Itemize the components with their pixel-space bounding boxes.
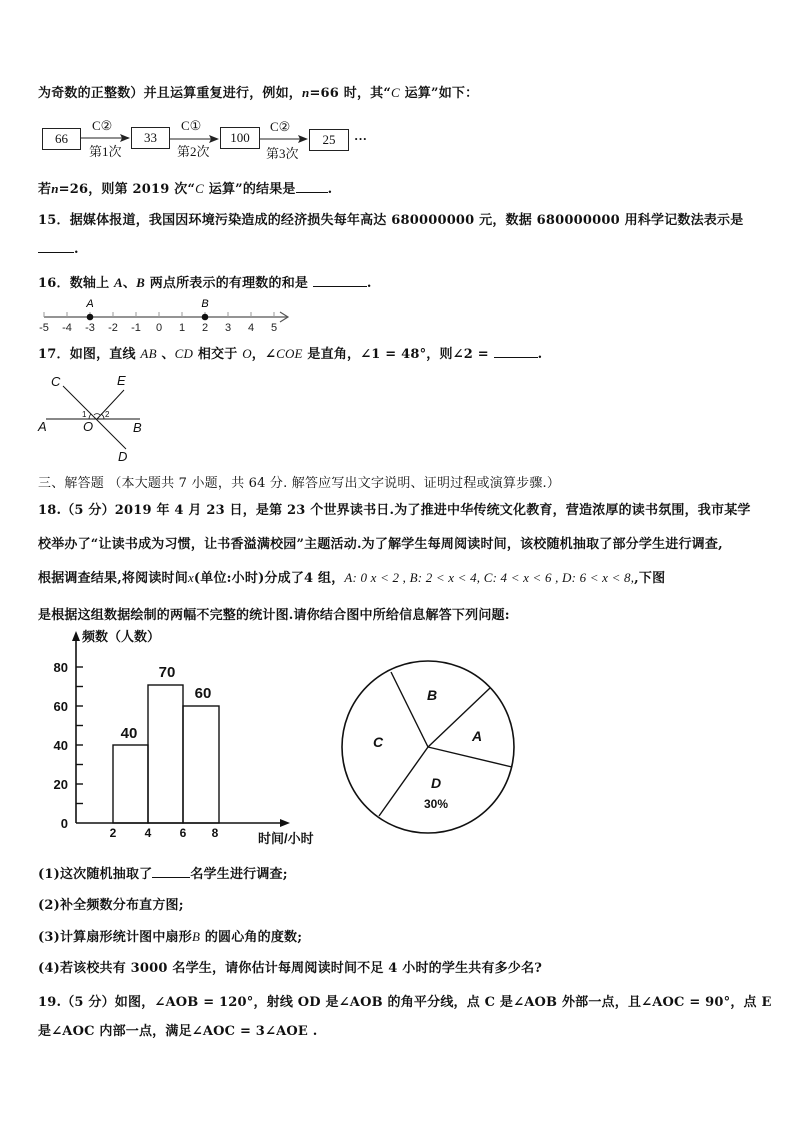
q16-tail: . bbox=[366, 276, 372, 291]
q18-sub3-pre: (3)计算扇形统计图中扇形 bbox=[38, 930, 192, 945]
y-tick-0: 0 bbox=[60, 816, 68, 831]
point-b-dot bbox=[202, 314, 209, 321]
q19-line1: 19.（5 分）如图，∠AOB = 120°，射线 OD 是∠AOB 的角平分线，点 C 是∠AOB 外部一点，且∠AOC = 90°，点 E bbox=[38, 995, 772, 1010]
var-n: n bbox=[51, 181, 59, 196]
var-n: n bbox=[302, 85, 310, 100]
point-b-text: B bbox=[201, 298, 209, 310]
x-axis-label: 时间/小时 bbox=[258, 831, 314, 846]
flow-op-3: C② bbox=[270, 119, 291, 134]
q18-sub1-post: 名学生进行调查; bbox=[190, 867, 288, 882]
q17-sep: 、 bbox=[156, 347, 175, 362]
q18-sub4: (4)若该校共有 3000 名学生，请你估计每周阅读时间不足 4 小时的学生共有多少名? bbox=[38, 961, 543, 976]
svg-text:0: 0 bbox=[155, 322, 163, 334]
flow-step-1: 第1次 bbox=[89, 144, 122, 159]
svg-text:3: 3 bbox=[224, 322, 232, 334]
label-e: E bbox=[117, 373, 126, 388]
point-a-dot bbox=[87, 314, 94, 321]
pie-divider-ad bbox=[428, 747, 512, 767]
arrow-up-icon bbox=[72, 631, 80, 641]
q17-mid1: 相交于 bbox=[193, 347, 243, 362]
line-ab: AB bbox=[140, 346, 157, 361]
q14-question bbox=[38, 178, 332, 197]
flow-box-1: 66 bbox=[42, 128, 81, 150]
point-b-label: B bbox=[136, 275, 145, 290]
q18-line3 bbox=[38, 567, 665, 586]
y-tick-20: 20 bbox=[53, 777, 68, 792]
q14-q-end: 运算”的结果是 bbox=[204, 182, 296, 197]
label-angle-2: 2 bbox=[105, 410, 110, 419]
number-line bbox=[30, 290, 300, 335]
svg-text:-1: -1 bbox=[131, 322, 141, 334]
svg-text:5: 5 bbox=[270, 322, 278, 334]
q17-mid2: ，∠ bbox=[251, 347, 277, 362]
sector-b: B bbox=[191, 929, 201, 944]
flow-op-2: C① bbox=[181, 118, 202, 133]
q18-l3-pre: 根据调查结果,将阅读时间 bbox=[38, 571, 188, 586]
q16-post: 两点所表示的有理数的和是 bbox=[144, 276, 313, 291]
q14-intro-text: 为奇数的正整数）并且运算重复进行，例如， bbox=[38, 86, 303, 101]
frequency-histogram bbox=[40, 625, 340, 850]
bar-label-60: 60 bbox=[194, 685, 212, 702]
flow-step-2: 第2次 bbox=[177, 144, 210, 159]
section-3-title: 三、解答题 （本大题共 7 小题，共 64 分. 解答应写出文字说明、证明过程或演算步骤.） bbox=[38, 476, 561, 491]
line-cd: CD bbox=[174, 346, 194, 361]
pie-divider-dc bbox=[379, 747, 428, 816]
flow-op-1: C② bbox=[92, 118, 113, 133]
svg-text:-3: -3 bbox=[85, 322, 95, 334]
flow-step-3: 第3次 bbox=[266, 146, 299, 161]
q14-n-eq: =66 时，其“ bbox=[309, 86, 392, 101]
x-tick-8: 8 bbox=[211, 826, 219, 840]
y-axis-label: 频数（人数） bbox=[82, 629, 161, 644]
q18-sub2: (2)补全频数分布直方图; bbox=[38, 898, 184, 913]
flow-box-4: 25 bbox=[309, 129, 349, 151]
q15-text: 15．据媒体报道，我国因环境污染造成的经济损失每年高达 680000000 元，数据 680000000 用科学记数法表示是 bbox=[38, 213, 744, 228]
answer-blank[interactable] bbox=[152, 865, 190, 878]
x-tick-4: 4 bbox=[144, 826, 152, 840]
q18-sub1 bbox=[38, 863, 288, 882]
label-angle-1: 1 bbox=[82, 410, 87, 419]
svg-text:4: 4 bbox=[247, 322, 255, 334]
label-o: O bbox=[83, 419, 94, 434]
pie-label-d-percent: 30% bbox=[423, 797, 449, 811]
q14-q-pre: 若 bbox=[38, 182, 52, 197]
q16-pre: 16．数轴上 bbox=[38, 276, 115, 291]
q17-text bbox=[38, 343, 542, 362]
q15-tail: . bbox=[74, 242, 79, 257]
label-b: B bbox=[133, 420, 142, 435]
bar-label-40: 40 bbox=[120, 725, 138, 742]
var-c: C bbox=[195, 181, 205, 196]
pie-label-d: D bbox=[430, 775, 442, 791]
q17-pre: 17．如图，直线 bbox=[38, 347, 141, 362]
intersecting-lines-figure bbox=[30, 365, 170, 465]
q15-answer-line bbox=[38, 240, 79, 257]
answer-blank[interactable] bbox=[296, 180, 328, 193]
flow-box-2: 33 bbox=[131, 127, 170, 149]
svg-text:-5: -5 bbox=[39, 322, 49, 334]
angle-coe: COE bbox=[276, 346, 303, 361]
q18-sub3 bbox=[38, 926, 302, 945]
svg-text:-2: -2 bbox=[108, 322, 118, 334]
bar-label-70: 70 bbox=[158, 664, 176, 681]
q17-tail: . bbox=[537, 347, 543, 362]
q18-sub3-post: 的圆心角的度数; bbox=[200, 930, 303, 945]
q18-line2: 校举办了“让读书成为习惯，让书香溢满校园”主题活动.为了解学生每周阅读时间，该校随机抽取了部分学生进行调查, bbox=[38, 537, 723, 552]
arrow-right-icon bbox=[280, 819, 290, 827]
label-c: C bbox=[51, 374, 61, 389]
label-a: A bbox=[38, 419, 47, 434]
y-tick-80: 80 bbox=[53, 660, 68, 675]
pie-label-b: B bbox=[426, 687, 438, 703]
q19-line2: 是∠AOC 内部一点，满足∠AOC = 3∠AOE . bbox=[38, 1024, 318, 1039]
q17-mid3: 是直角，∠1 = 48°，则∠2 = bbox=[302, 347, 494, 362]
svg-text:1: 1 bbox=[178, 322, 186, 334]
q16-sep: 、 bbox=[122, 276, 137, 291]
bar-6-8 bbox=[183, 706, 219, 823]
q18-line1: 18.（5 分）2019 年 4 月 23 日，是第 23 个世界读书日.为了推进中华传统文化教育，营造浓厚的读书氛围，我市某学 bbox=[38, 503, 751, 518]
svg-text:2: 2 bbox=[201, 322, 209, 334]
pie-label-a: A bbox=[471, 728, 483, 744]
q14-q-mid: =26，则第 2019 次“ bbox=[58, 182, 196, 197]
answer-blank[interactable] bbox=[38, 240, 74, 253]
flow-box-3: 100 bbox=[220, 127, 260, 149]
x-tick-2: 2 bbox=[109, 826, 117, 840]
q14-q-tail: . bbox=[327, 182, 333, 197]
bar-2-4 bbox=[113, 745, 148, 823]
q18-sub1-pre: (1)这次随机抽取了 bbox=[38, 867, 153, 882]
flow-ellipsis: ··· bbox=[354, 131, 368, 146]
y-tick-60: 60 bbox=[53, 699, 68, 714]
pie-divider-bc bbox=[391, 672, 428, 747]
q18-l3-end: ,下图 bbox=[634, 571, 666, 586]
y-tick-40: 40 bbox=[53, 738, 68, 753]
q18-l3-mid: (单位:小时)分成了4 组， bbox=[193, 571, 345, 586]
q16-text bbox=[38, 272, 372, 291]
q18-line4: 是根据这组数据绘制的两幅不完整的统计图.请你结合图中所给信息解答下列问题: bbox=[38, 608, 510, 623]
q18-groups: A: 0 x < 2 , B: 2 < x < 4, C: 4 < x < 6 , D: 6 < x < 8, bbox=[344, 570, 635, 585]
bar-4-6 bbox=[148, 685, 183, 823]
x-tick-6: 6 bbox=[179, 826, 187, 840]
var-x: x bbox=[187, 570, 194, 585]
pie-chart bbox=[335, 635, 530, 840]
pie-label-c: C bbox=[372, 734, 384, 750]
answer-blank[interactable] bbox=[494, 345, 538, 358]
point-o: O bbox=[242, 346, 252, 361]
label-d: D bbox=[118, 449, 128, 464]
point-a-label: A bbox=[114, 275, 123, 290]
q14-intro-end: 运算”如下： bbox=[399, 86, 479, 101]
answer-blank[interactable] bbox=[313, 274, 367, 287]
var-c: C bbox=[391, 85, 400, 100]
point-a-text: A bbox=[86, 298, 94, 310]
svg-text:-4: -4 bbox=[62, 322, 72, 334]
